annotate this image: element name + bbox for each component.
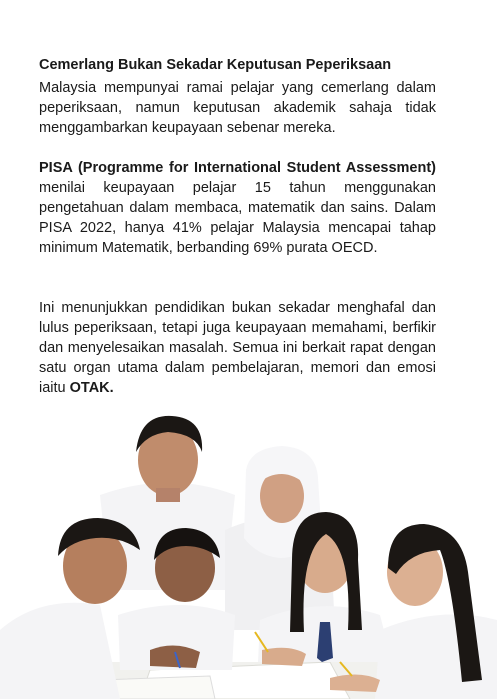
pisa-description: menilai keupayaan pelajar 15 tahun menggunakan pengetahuan dalam membaca, matematik dan sains. Dalam PISA 2022, hanya 41% pelajar Malaysia mencapai tahap minimum Matematik, berbanding 69% purata OECD. [39, 180, 436, 256]
pisa-bold-term: PISA (Programme for International Student Assessment) [39, 160, 436, 176]
section-heading: Cemerlang Bukan Sekadar Keputusan Peperiksaan [39, 57, 392, 73]
paragraph-intro: Malaysia mempunyai ramai pelajar yang cemerlang dalam peperiksaan, namun keputusan akademik sahaja tidak menggambarkan keupayaan sebenar mereka. [39, 80, 436, 136]
conclusion-bold-word: OTAK. [69, 380, 114, 396]
paragraph-pisa [39, 158, 436, 258]
paragraph-conclusion [39, 298, 436, 398]
conclusion-text: Ini menunjukkan pendidikan bukan sekadar menghafal dan lulus peperiksaan, tetapi juga keupayaan memahami, berfikir dan menyelesaikan masalah. Semua ini berkait rapat dengan satu organ utama dalam pembelajaran, memori dan emosi iaitu [39, 300, 436, 396]
students-studying-photo [0, 400, 497, 699]
